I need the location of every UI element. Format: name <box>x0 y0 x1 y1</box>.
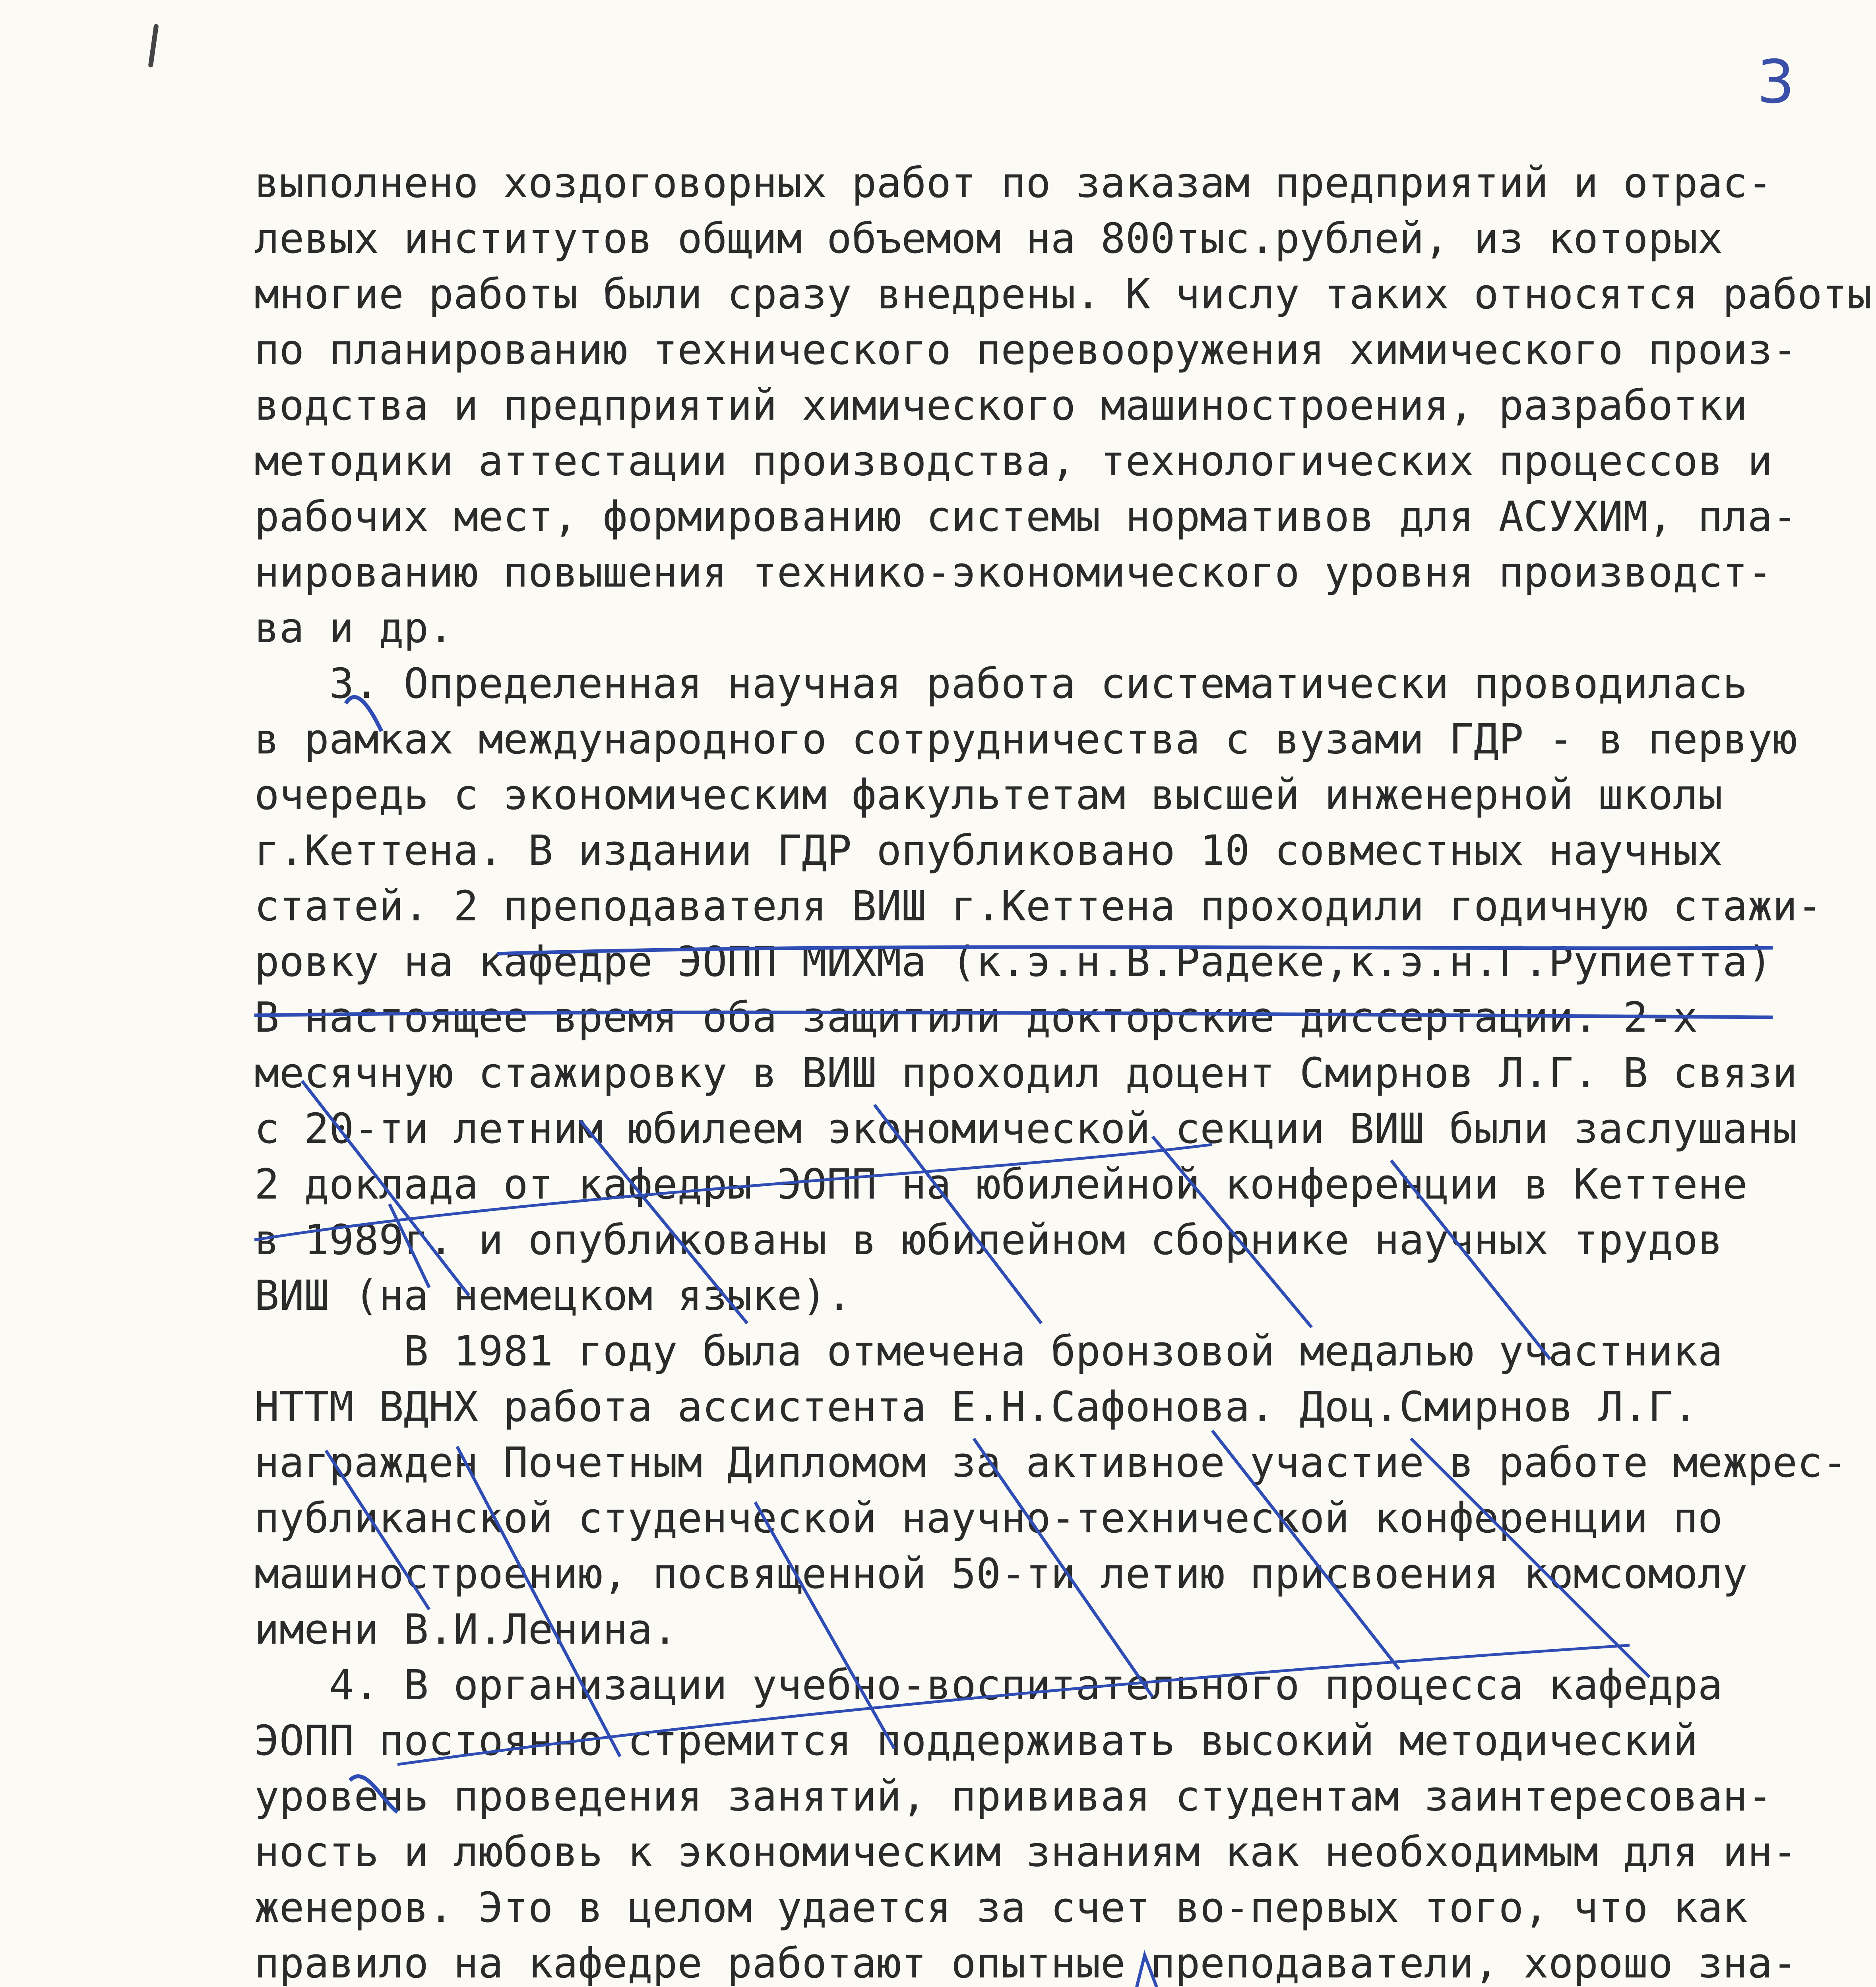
text-line: уровень проведения занятий, прививая студентам заинтересован- <box>254 1772 1773 1820</box>
text-line: публиканской студенческой научно-технической конференции по <box>254 1494 1723 1542</box>
text-line: методики аттестации производства, технологических процессов и <box>254 437 1773 485</box>
text-line: правило на кафедре работают опытные преподаватели, хорошо зна- <box>254 1939 1798 1987</box>
text-line: с 20-ти летним юбилеем экономической секции ВИШ были заслушаны <box>254 1104 1798 1153</box>
text-line: многие работы были сразу внедрены. К числу таких относятся работы <box>254 270 1872 318</box>
text-line: В 1981 году была отмечена бронзовой медалью участника <box>254 1327 1723 1375</box>
text-line: 2 доклада от кафедры ЭОПП на юбилейной конференции в Кеттене <box>254 1160 1748 1208</box>
text-line: ва и др. <box>254 604 453 652</box>
page-number: 3 <box>1757 48 1795 117</box>
text-line: очередь с экономическим факультетам высшей инженерной школы <box>254 771 1723 819</box>
text-line: 4. В организации учебно-воспитательного процесса кафедра <box>254 1661 1723 1709</box>
text-line: ВИШ (на немецком языке). <box>254 1271 852 1320</box>
text-line: левых институтов общим объемом на 800тыс.рублей, из которых <box>254 214 1723 263</box>
text-line: г.Кеттена. В издании ГДР опубликовано 10 совместных научных <box>254 826 1723 875</box>
text-line: рабочих мест, формированию системы нормативов для АСУХИМ, пла- <box>254 492 1798 541</box>
text-line: ЭОПП постоянно стремится поддерживать высокий методический <box>254 1716 1698 1765</box>
text-line: статей. 2 преподавателя ВИШ г.Кеттена проходили годичную стажи- <box>254 882 1822 930</box>
text-line: ровку на кафедре ЭОПП МИХМа (к.э.н.В.Радеке,к.э.н.Г.Рупиетта) <box>254 937 1773 986</box>
text-line: машиностроению, посвященной 50-ти летию присвоения комсомолу <box>254 1549 1748 1598</box>
text-line: в 1989г. и опубликованы в юбилейном сборнике научных трудов <box>254 1216 1723 1264</box>
text-line: нированию повышения технико-экономического уровня производст- <box>254 548 1773 596</box>
text-line: водства и предприятий химического машиностроения, разработки <box>254 381 1748 430</box>
text-line: имени В.И.Ленина. <box>254 1605 678 1654</box>
typewritten-text <box>254 155 1872 1987</box>
text-line: В настоящее время оба защитили докторские диссертации. 2-х <box>254 993 1698 1042</box>
text-line: месячную стажировку в ВИШ проходил доцент Смирнов Л.Г. В связи <box>254 1049 1798 1097</box>
text-line: НТТМ ВДНХ работа ассистента Е.Н.Сафонова. Доц.Смирнов Л.Г. <box>254 1383 1698 1431</box>
text-line: ность и любовь к экономическим знаниям как необходимым для ин- <box>254 1828 1798 1876</box>
text-line: выполнено хоздоговорных работ по заказам предприятий и отрас- <box>254 159 1773 207</box>
text-line: женеров. Это в целом удается за счет во-первых того, что как <box>254 1883 1748 1932</box>
text-line: награжден Почетным Дипломом за активное участие в работе межрес- <box>254 1438 1847 1487</box>
text-line: 3. Определенная научная работа систематически проводилась <box>254 659 1748 708</box>
text-line: в рамках международного сотрудничества с вузами ГДР - в первую <box>254 715 1798 763</box>
pen-tick-mark <box>148 24 159 68</box>
text-line: по планированию технического перевооружения химического произ- <box>254 325 1798 374</box>
